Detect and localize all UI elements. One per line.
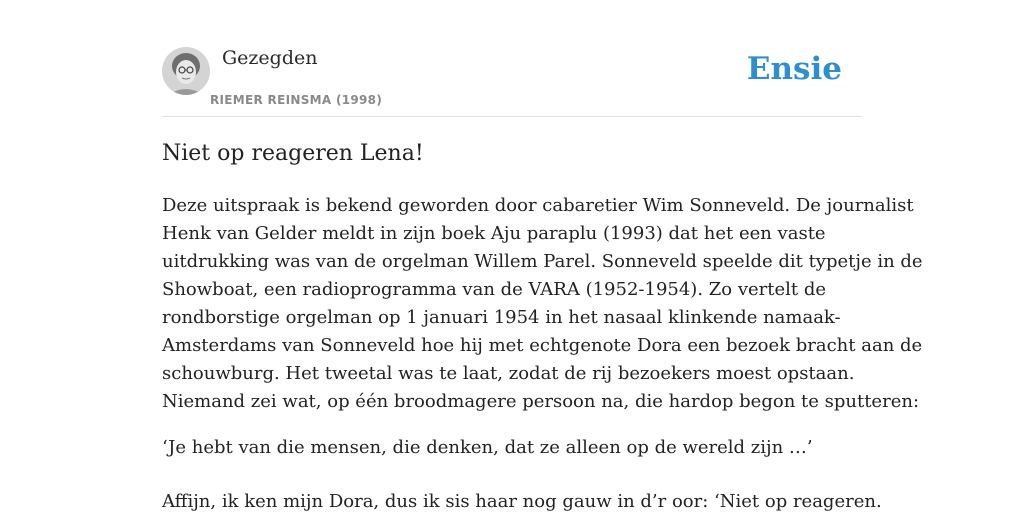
- page-title: Niet op reageren Lena!: [162, 141, 424, 166]
- ensie-logo[interactable]: Ensie: [746, 51, 842, 87]
- article-body: [162, 192, 923, 512]
- author-avatar[interactable]: [162, 47, 210, 95]
- category-link[interactable]: Gezegden: [222, 47, 318, 69]
- paragraph-line: rondborstige orgelman op 1 januari 1954 in het nasaal klinkende namaak-: [162, 307, 841, 328]
- author-portrait-icon: [162, 47, 210, 95]
- paragraph-line: Showboat, een radioprogramma van de VARA (1952-1954). Zo vertelt de: [162, 279, 827, 300]
- article-quote: ‘Je hebt van die mensen, die denken, dat ze alleen op de wereld zijn …’: [162, 437, 813, 458]
- site-header: [162, 46, 862, 117]
- paragraph-line: uitdrukking was van de orgelman Willem Parel. Sonneveld speelde dit typetje in de: [162, 251, 923, 272]
- author-credit[interactable]: RIEMER REINSMA (1998): [210, 93, 383, 107]
- article-paragraph-3: Affijn, ik ken mijn Dora, dus ik sis haar nog gauw in d’r oor: ‘Niet op reageren.: [162, 491, 882, 512]
- paragraph-line: Amsterdams van Sonneveld hoe hij met echtgenote Dora een bezoek bracht aan de: [162, 335, 923, 356]
- article-paragraph-1: [162, 192, 923, 416]
- paragraph-line: Deze uitspraak is bekend geworden door cabaretier Wim Sonneveld. De journalist: [162, 195, 914, 216]
- paragraph-line: Niemand zei wat, op één broodmagere persoon na, die hardop begon te sputteren:: [162, 391, 920, 412]
- paragraph-line: schouwburg. Het tweetal was te laat, zodat de rij bezoekers moest opstaan.: [162, 363, 855, 384]
- paragraph-line: Henk van Gelder meldt in zijn boek Aju paraplu (1993) dat het een vaste: [162, 223, 826, 244]
